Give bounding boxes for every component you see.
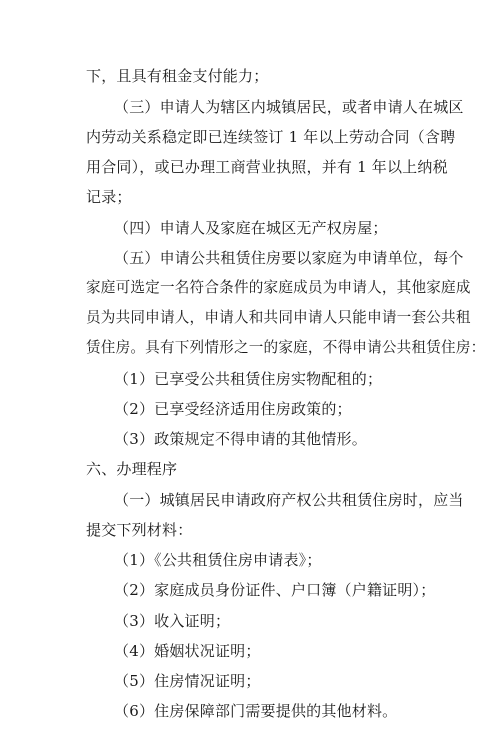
list-item-1: （1）《公共租赁住房申请表》； xyxy=(114,551,322,569)
list-item-2: （2）家庭成员身份证件、户口簿（户籍证明）； xyxy=(114,581,436,599)
list-item-4: （4）婚姻状况证明； xyxy=(114,642,261,660)
text-line-6: （四）申请人及家庭在城区无产权房屋； xyxy=(114,219,388,237)
list-item-6: （6）住房保障部门需要提供的其他材料。 xyxy=(114,702,398,720)
text-line-11: （1）已享受公共租赁住房实物配租的； xyxy=(114,370,383,388)
text-line-4: 用合同），或已办理工商营业执照，并有 1 年以上纳税 xyxy=(86,158,448,176)
text-line-16: 提交下列材料： xyxy=(86,521,193,539)
text-line-5: 记录； xyxy=(86,188,132,206)
list-item-3: （3）收入证明； xyxy=(114,612,231,630)
text-line-10: 赁住房。具有下列情形之一的家庭，不得申请公共租赁住房： xyxy=(86,339,486,356)
text-line-7: （五）申请公共租赁住房要以家庭为申请单位，每个 xyxy=(114,249,464,267)
text-line-8: 家庭可选定一名符合条件的家庭成员为申请人，其他家庭成 xyxy=(86,279,471,296)
text-line-3: 内劳动关系稳定即已连续签订 1 年以上劳动合同（含聘 xyxy=(86,128,456,146)
list-item-5: （5）住房情况证明； xyxy=(114,672,261,690)
text-line-15: （一）城镇居民申请政府产权公共租赁住房时，应当 xyxy=(114,491,464,509)
section-heading: 六、办理程序 xyxy=(86,460,178,478)
text-line-9: 员为共同申请人，申请人和共同申请人只能申请一套公共租 xyxy=(86,309,471,326)
text-line-13: （3）政策规定不得申请的其他情形。 xyxy=(114,430,367,448)
text-line-2: （三）申请人为辖区内城镇居民，或者申请人在城区 xyxy=(114,98,464,116)
text-line-1: 下，且具有租金支付能力； xyxy=(86,67,269,85)
text-line-12: （2）已享受经济适用住房政策的； xyxy=(114,400,352,418)
